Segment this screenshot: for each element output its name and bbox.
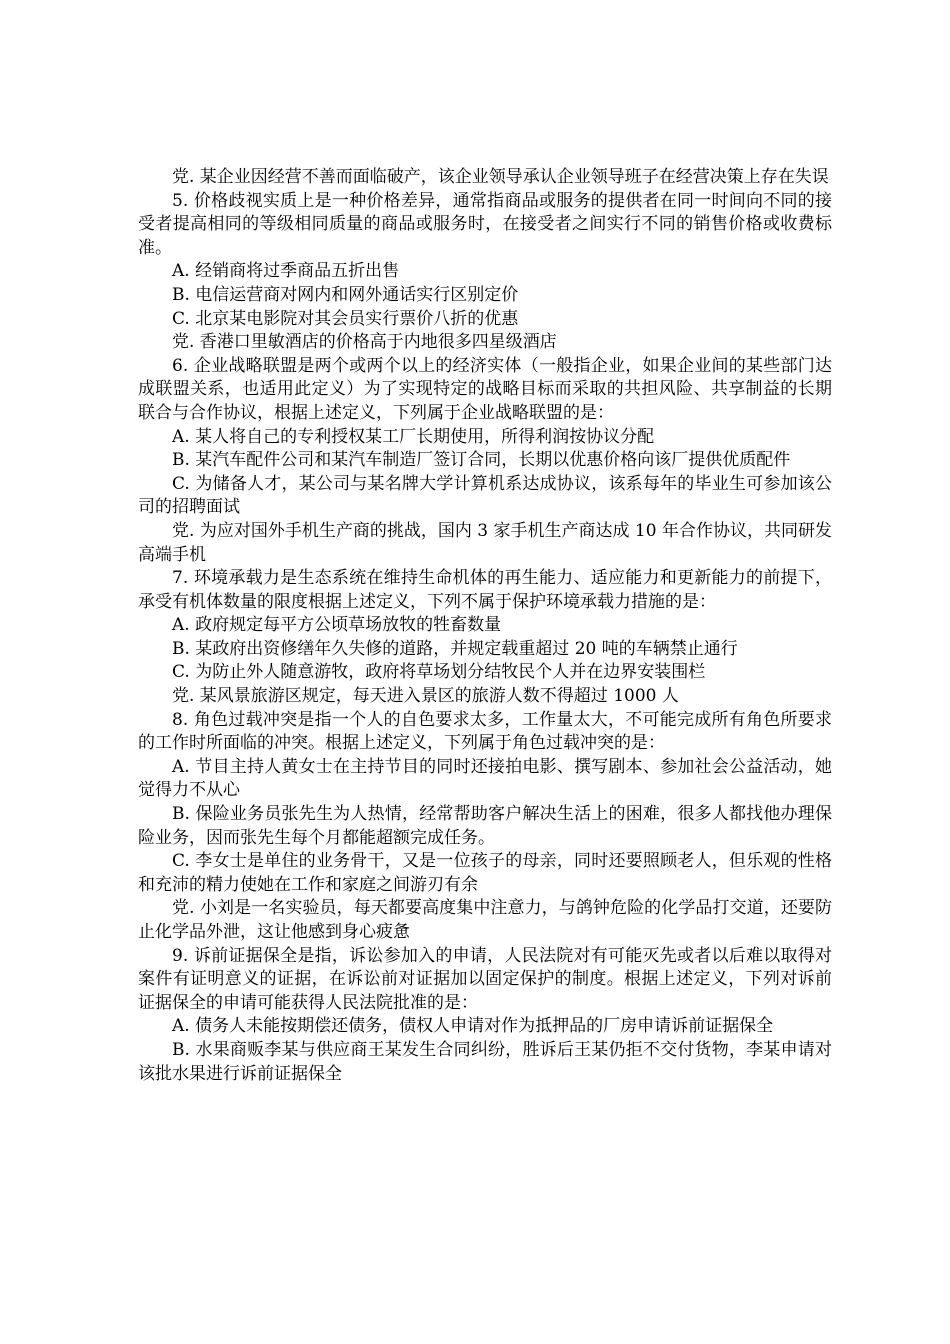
paragraph-question-5: 5. 价格歧视实质上是一种价格差异，通常指商品或服务的提供者在同一时间向不同的接受者提高相同的等级相同质量的商品或服务时，在接受者之间实行不同的销售价格或收费标准。 <box>138 190 832 258</box>
document-body <box>138 166 832 1086</box>
paragraph-option-b-q6: B. 某汽车配件公司和某汽车制造厂签订合同，长期以优惠价格向该厂提供优质配件 <box>172 450 791 471</box>
paragraph-option-c-q7: C. 为防止外人随意游牧，政府将草场划分结牧民个人并在边界安装围栏 <box>172 662 706 683</box>
paragraph-question-6: 6. 企业战略联盟是两个或两个以上的经济实体（一般指企业，如果企业间的某些部门达成联盟关系，也适用此定义）为了实现特定的战略目标而采取的共担风险、共享制益的长期联合与合作协议，根据上述定义，下列属于企业战略联盟的是： <box>138 355 832 423</box>
paragraph-question-7: 7. 环境承载力是生态系统在维持生命机体的再生能力、适应能力和更新能力的前提下，承受有机体数量的限度根据上述定义，下列不属于保护环境承载力措施的是： <box>138 568 832 612</box>
paragraph-option-b-q7: B. 某政府出资修缮年久失修的道路，并规定载重超过 20 吨的车辆禁止通行 <box>172 638 738 659</box>
paragraph-question-9: 9. 诉前证据保全是指，诉讼参加入的申请，人民法院对有可能灭先或者以后难以取得对案件有证明意义的证据，在诉讼前对证据加以固定保护的制度。根据上述定义，下列对诉前证据保全的申请可能获得人民法院批准的是： <box>138 945 832 1013</box>
paragraph-option-d-q5: 党. 香港口里敏酒店的价格高于内地很多四星级酒店 <box>172 332 557 353</box>
paragraph-option-a-q7: A. 政府规定每平方公顷草场放牧的牲畜数量 <box>172 615 502 636</box>
paragraph-option-b-q5: B. 电信运营商对网内和网外通话实行区别定价 <box>172 284 519 305</box>
paragraph-option-b-q8: B. 保险业务员张先生为人热情，经常帮助客户解决生活上的困难，很多人都找他办理保险业务，因而张先生每个月都能超额完成任务。 <box>138 804 832 848</box>
paragraph-option-d-q6: 党. 为应对国外手机生产商的挑战，国内 3 家手机生产商达成 10 年合作协议，共同研发高端手机 <box>138 520 832 565</box>
paragraph-option-c-q5: C. 北京某电影院对其会员实行票价八折的优惠 <box>172 308 519 329</box>
paragraph-option-a-q9: A. 债务人未能按期偿还债务，债权人申请对作为抵押品的厂房申请诉前证据保全 <box>172 1016 774 1037</box>
paragraph-option-d-q8: 党. 小刘是一名实验员，每天都要高度集中注意力，与鸽钟危险的化学品打交道，还要防止化学品外泄，这让他感到身心疲惫 <box>138 898 832 942</box>
paragraph-option-a-q8: A. 节目主持人黄女士在主持节目的同时还接拍电影、撰写剧本、参加社会公益活动，她觉得力不从心 <box>138 756 832 801</box>
paragraph-option-c-q8: C. 李女士是单住的业务骨干，又是一位孩子的母亲，同时还要照顾老人，但乐观的性格和充沛的精力使她在工作和家庭之间游刃有余 <box>138 851 832 895</box>
paragraph-option-c-q6: C. 为储备人才，某公司与某名牌大学计算机系达成协议，该系每年的毕业生可参加该公司的招聘面试 <box>138 473 832 518</box>
paragraph-option-a-q6: A. 某人将自己的专利授权某工厂长期使用，所得利润按协议分配 <box>172 426 655 447</box>
paragraph-option-a-q5: A. 经销商将过季商品五折出售 <box>172 261 400 282</box>
paragraph-option-d-q4: 党. 某企业因经营不善而面临破产，该企业领导承认企业领导班子在经营决策上存在失误 <box>172 167 829 187</box>
paragraph-option-d-q7: 党. 某风景旅游区规定，每天进入景区的旅游人数不得超过 1000 人 <box>172 686 679 707</box>
paragraph-question-8: 8. 角色过载冲突是指一个人的自色要求太多，工作量太大，不可能完成所有角色所要求的工作时所面临的冲突。根据上述定义，下列属于角色过载冲突的是： <box>138 709 832 754</box>
paragraph-option-b-q9: B. 水果商贩李某与供应商王某发生合同纠纷，胜诉后王某仍拒不交付货物，李某申请对该批水果进行诉前证据保全 <box>138 1039 832 1084</box>
